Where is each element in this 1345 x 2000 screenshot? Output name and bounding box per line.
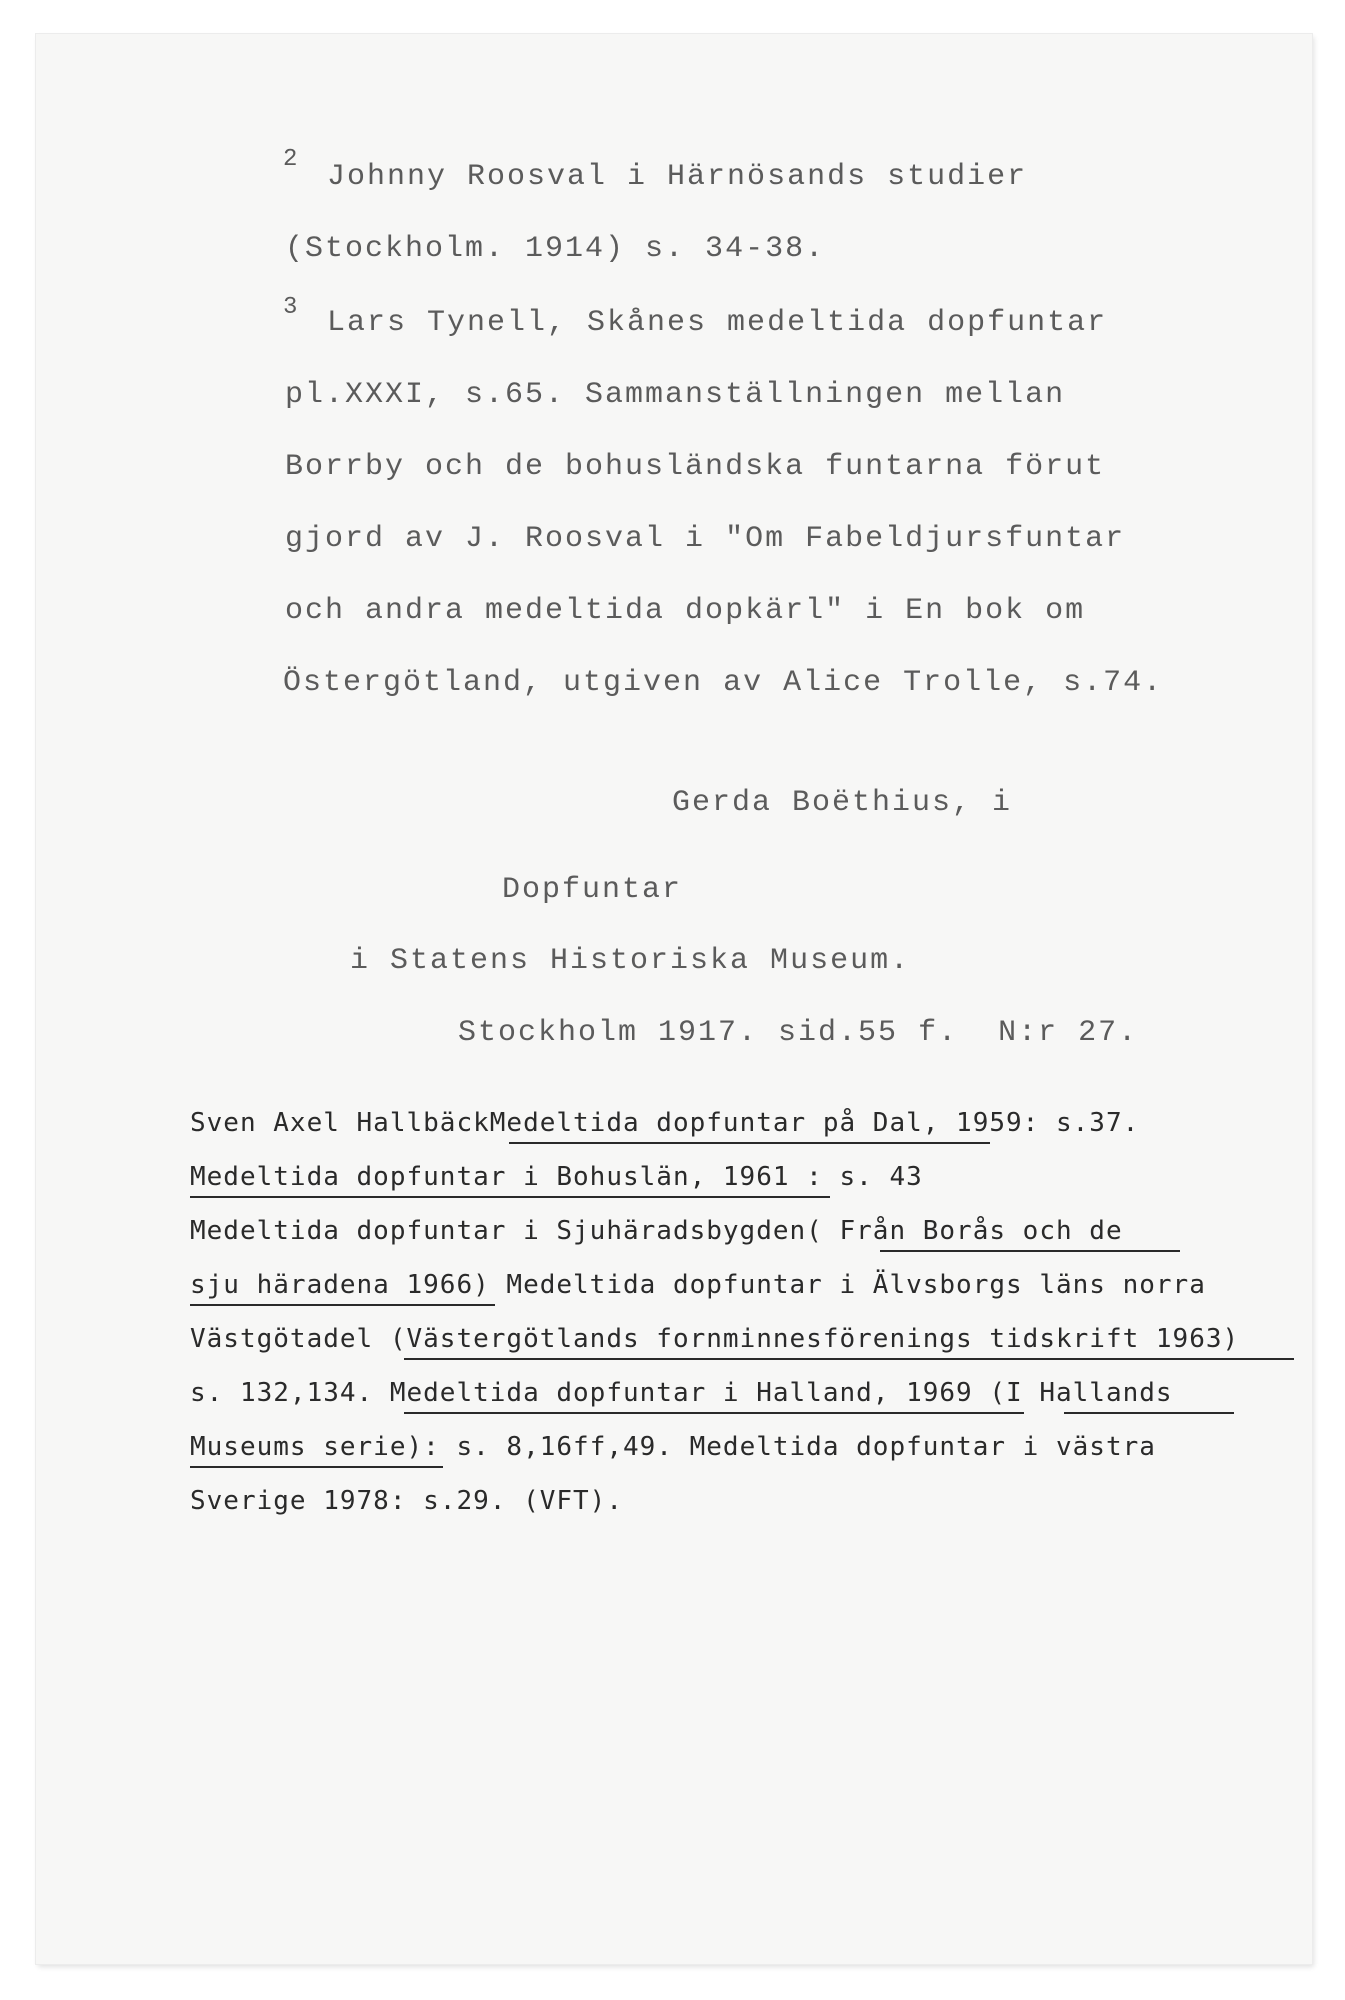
footnote-2-line-1: Johnny Roosval i Härnösands studier [327, 160, 1028, 194]
footnote-3-line-3: Borrby och de bohusländska funtarna förut [285, 450, 1106, 484]
bibliography-line-2 [190, 1164, 923, 1190]
halland-pages: : s. 8,16ff,49. Medeltida dopfuntar i västra [423, 1432, 1156, 1462]
underline [509, 1142, 990, 1144]
title-alvsborg: ) Medeltida dopfuntar i Älvsborgs läns norra [473, 1270, 1206, 1300]
ref-dal-page: 1959: s.37. [939, 1108, 1140, 1138]
title-dal: Medeltida dopfuntar på Dal, [489, 1108, 940, 1138]
title-bohuslan: Medeltida dopfuntar i Bohuslän, 1961 [190, 1162, 790, 1192]
title-halland: Medeltida dopfuntar i Halland, 1969 [389, 1378, 973, 1408]
footnote-3-line-6: Östergötland, utgiven av Alice Trolle, s.74. [283, 666, 1164, 700]
underline [190, 1196, 830, 1198]
vastgotadel: Västgötadel ( [190, 1324, 407, 1354]
closing-paren: ) [1222, 1324, 1240, 1354]
underline [190, 1304, 495, 1306]
bibliography-line-3 [190, 1218, 1123, 1244]
footnote-marker-3: 3 [283, 294, 298, 321]
ref-bohuslan-page: : s. 43 [789, 1162, 923, 1192]
journal-vastergotland: Västergötlands fornminnesförenings tidskrift 1963 [406, 1324, 1223, 1354]
underline [1064, 1412, 1234, 1414]
series-boras: Från Borås och de [839, 1216, 1123, 1246]
underline [190, 1466, 443, 1468]
footnote-marker-2: 2 [283, 146, 298, 173]
reference-publication: Stockholm 1917. sid.55 f. N:r 27. [458, 1016, 1139, 1050]
reference-author: Gerda Boëthius, i [672, 786, 1013, 820]
underline [404, 1412, 1024, 1414]
footnote-3-line-5: och andra medeltida dopkärl" i En bok om [285, 594, 1086, 628]
footnote-2-line-2: (Stockholm. 1914) s. 34-38. [285, 232, 826, 266]
bibliography-line-1 [190, 1110, 1139, 1136]
title-sjuharad: Medeltida dopfuntar i Sjuhäradsbygden( [190, 1216, 840, 1246]
underline [404, 1358, 1294, 1360]
footnote-3-line-4: gjord av J. Roosval i "Om Fabeldjursfuntar [285, 522, 1126, 556]
reference-title: Dopfuntar [502, 873, 683, 907]
author-name: Sven Axel Hallbäck [190, 1108, 490, 1138]
series-halland-name: Museums serie) [190, 1432, 424, 1462]
underline [880, 1250, 1180, 1252]
footnote-3-line-1: Lars Tynell, Skånes medeltida dopfuntar [327, 306, 1108, 340]
bibliography-line-4 [190, 1272, 1206, 1298]
footnote-3-line-2: pl.XXXI, s.65. Sammanställningen mellan [285, 378, 1066, 412]
page-range: s. 132,134. [190, 1378, 390, 1408]
opening-paren: ( [972, 1378, 1007, 1408]
bibliography-line-8: Sverige 1978: s.29. (VFT). [190, 1486, 623, 1516]
reference-place: i Statens Historiska Museum. [350, 944, 911, 978]
bibliography-line-6 [190, 1380, 1173, 1406]
bibliography-line-5 [190, 1326, 1239, 1352]
bibliography-line-7 [190, 1434, 1156, 1460]
series-halland: I Hallands [1006, 1378, 1173, 1408]
series-boras-year: sju häradena 1966 [190, 1270, 474, 1300]
